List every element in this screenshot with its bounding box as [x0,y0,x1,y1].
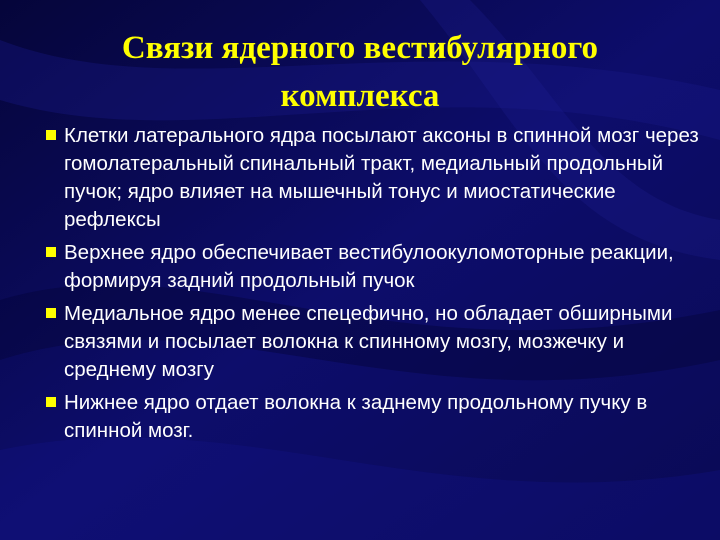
slide-title: Связи ядерного вестибулярного комплекса [121,30,599,114]
yellow-square-bullet-icon [46,130,56,140]
bullet-text: Нижнее ядро отдает волокна к заднему продольному пучку в спинной мозг. [64,391,648,442]
bullet-item [46,300,706,384]
yellow-square-bullet-icon [46,397,56,407]
bullet-list [46,122,706,450]
yellow-square-bullet-icon [46,247,56,257]
bullet-text: Клетки латерального ядра посылают аксоны в спинной мозг через гомолатеральный спинальный тракт, медиальный продольный пучок; ядро влияет на мышечный тонус и миостатические рефлексы [64,124,699,231]
bullet-item [46,389,706,445]
bullet-text: Верхнее ядро обеспечивает вестибулоокуломоторные реакции, формируя задний продольный пучок [64,241,674,292]
bullet-item [46,239,706,295]
yellow-square-bullet-icon [46,308,56,318]
bullet-text: Медиальное ядро менее спецефично, но обладает обширными связями и посылает волокна к спинному мозгу, мозжечку и среднему мозгу [64,302,673,381]
bullet-item [46,122,706,234]
